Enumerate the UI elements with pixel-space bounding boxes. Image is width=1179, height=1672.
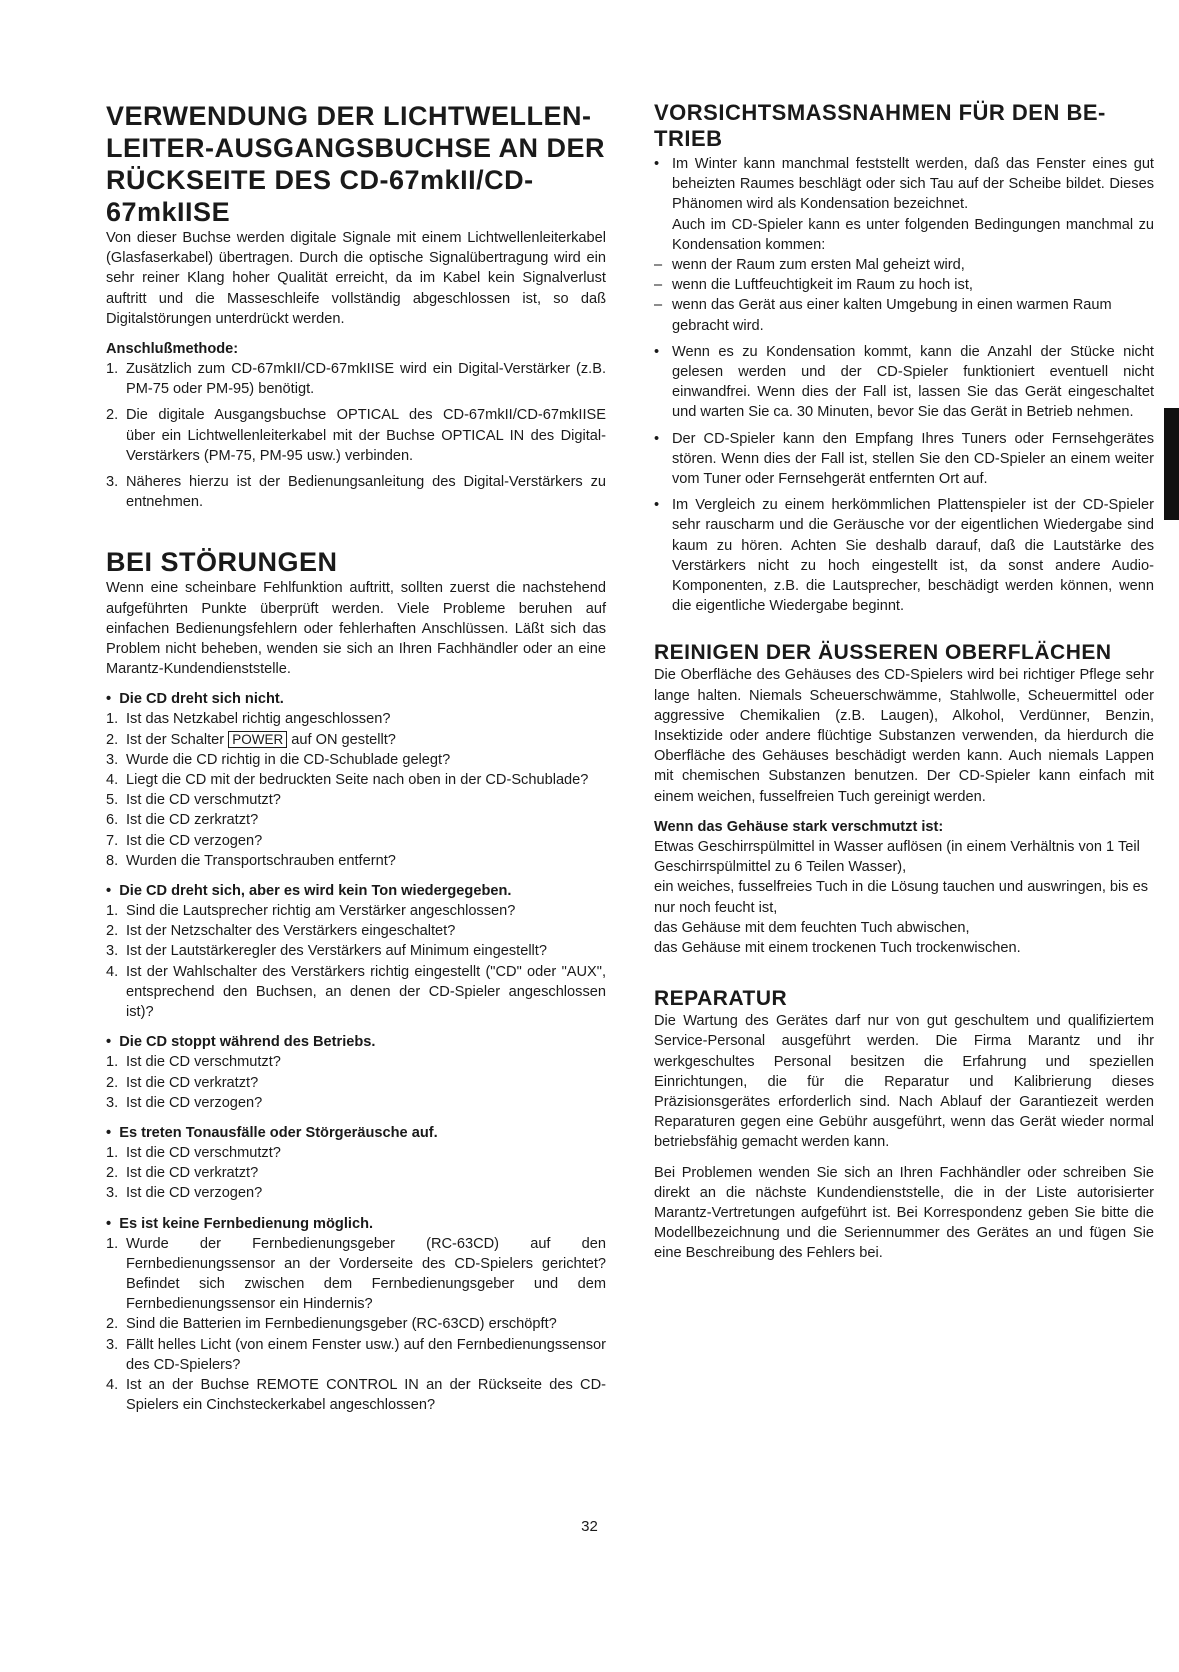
group-heading: • Es ist keine Fernbedienung möglich. [106, 1215, 374, 1232]
list-item: • Wenn es zu Kondensation kommt, kann die Anzahl der Stücke nicht gelesen werden und der CD-Spieler funktioniert eventuell nicht einwandfrei. Wenn dies der Fall ist, lassen Sie das Gerät eingeschaltet und warten Sie ca. 30 Minuten, bevor Sie das Gerät in Betrieb nehmen. [654, 343, 1154, 421]
list-item: 3. Wurde die CD richtig in die CD-Schublade gelegt? [106, 751, 451, 768]
list-item: 1. Zusätzlich zum CD-67mkII/CD-67mkIISE wird ein Digital-Verstärker (z.B. PM-75 oder PM-95) benötigt. [106, 361, 606, 398]
list-item: • Im Winter kann manchmal feststellt werden, daß das Fenster eines gut beheizten Raumes beschlägt oder sich Tau auf der Scheibe bildet. Dieses Phänomen wird als Kondensation bezeichnet. Auch im CD-Spieler kann es unter folgenden Bedingungen manchmal zu Kondensation kommen: [654, 156, 1154, 253]
repair-paragraph-1: Die Wartung des Gerätes darf nur von gut geschultem und qualifiziertem Service-Personal ausgeführt werden. Die Firma Marantz und ihr werkgeschultes Personal besitzen die Erfahrung und speziellen Einrichtungen, die für die Reparatur und Kalibrierung dieses Präzisionsgerätes erforderlich sind. Nach Ablauf der Garantiezeit werden Reparaturen gegen eine Gebühr ausgeführt, wenn das Gerät wieder normal betriebsfähig gemacht werden kann. [654, 1013, 1154, 1151]
group-heading: • Es treten Tonausfälle oder Störgeräusche auf. [106, 1124, 438, 1141]
list-item: 2. Ist die CD verkratzt? [106, 1165, 259, 1182]
list-item: – wenn die Luftfeuchtigkeit im Raum zu hoch ist, [654, 277, 973, 294]
list-item: 1. Ist das Netzkabel richtig angeschlossen? [106, 711, 391, 728]
group-heading: • Die CD dreht sich nicht. [106, 691, 284, 708]
section-title-repair: REPARATUR [654, 987, 788, 1011]
list-item: 1. Ist die CD verschmutzt? [106, 1144, 281, 1161]
check-list [106, 1052, 606, 1113]
list-item: 2. Ist der Netzschalter des Verstärkers eingeschaltet? [106, 923, 456, 940]
list-item: 3. Ist die CD verzogen? [106, 1094, 263, 1111]
cleaning-step: das Gehäuse mit einem trockenen Tuch trockenwischen. [654, 939, 1021, 956]
connection-steps [106, 359, 606, 512]
list-item: 1. Ist die CD verschmutzt? [106, 1054, 281, 1071]
section-repair [654, 986, 1154, 1263]
cleaning-step: Etwas Geschirrspülmittel in Wasser auflösen (in einem Verhältnis von 1 Teil Geschirrspülmittel zu 6 Teilen Wasser), [654, 838, 1140, 876]
list-item: 4. Ist an der Buchse REMOTE CONTROL IN an der Rückseite des CD-Spielers ein Cinchsteckerkabel angeschlossen? [106, 1376, 606, 1414]
section-optical-output [106, 100, 606, 512]
cleaning-step: das Gehäuse mit dem feuchten Tuch abwischen, [654, 919, 970, 936]
section-title-troubleshooting: BEI STÖRUNGEN [106, 547, 338, 578]
list-item: 3. Näheres hierzu ist der Bedienungsanleitung des Digital-Verstärkers zu entnehmen. [106, 474, 606, 511]
list-item: 1. Sind die Lautsprecher richtig am Verstärker angeschlossen? [106, 903, 516, 920]
list-item: • Der CD-Spieler kann den Empfang Ihres Tuners oder Fernsehgerätes stören. Wenn dies der Fall ist, stellen Sie den CD-Spieler an einem weiter vom Tuner oder Fernsehgerät entfernten Ort auf. [654, 430, 1154, 488]
list-item: 2. Ist der Schalter POWER auf ON gestellt? [106, 731, 396, 748]
section-title-cleaning: REINIGEN DER ÄUSSEREN OBERFLÄCHEN [654, 641, 1112, 665]
power-key-label: POWER [228, 731, 287, 748]
check-list [106, 901, 606, 1022]
check-list [106, 709, 606, 871]
list-item: 2. Die digitale Ausgangsbuchse OPTICAL des CD-67mkII/CD-67mkIISE über ein Lichtwellenleiterkabel mit der Buchse OPTICAL IN des Digital-Verstärkers (PM-75, PM-95 usw.) verbinden. [106, 407, 606, 464]
edge-index-tab [1164, 408, 1179, 520]
list-item: 2. Ist die CD verkratzt? [106, 1074, 259, 1091]
list-item: 3. Ist der Lautstärkeregler des Verstärkers auf Minimum eingestellt? [106, 943, 547, 960]
cleaning-step: ein weiches, fusselfreies Tuch in die Lösung tauchen und auswringen, bis es nur noch feucht ist, [654, 879, 1149, 916]
optical-intro: Von dieser Buchse werden digitale Signale mit einem Lichtwellenleiterkabel (Glasfaserkabel) übertragen. Durch die optische Signalübertragung wird ein sehr reiner Klang hoher Qualität erreicht, da im Kabel kein Signalverlust auftritt und die Masseschleife vollständig abgeschlossen ist, so daß Digitalstörungen unterdrückt werden. [106, 230, 606, 327]
list-item: 6. Ist die CD zerkratzt? [106, 812, 259, 829]
left-column [106, 100, 606, 1415]
list-item: 2. Sind die Batterien im Fernbedienungsgeber (RC-63CD) erschöpft? [106, 1316, 557, 1333]
check-list [106, 1234, 606, 1416]
section-troubleshooting [106, 546, 606, 1415]
connection-method-heading: Anschlußmethode: [106, 341, 239, 358]
section-title-optical: VERWENDUNG DER LICHTWELLEN- LEITER-AUSGANGSBUCHSE AN DER RÜCKSEITE DES CD-67mkII/CD- 67mkIISE [106, 101, 606, 227]
list-item: – wenn das Gerät aus einer kalten Umgebung in einen warmen Raum gebracht wird. [654, 297, 1112, 334]
list-item: 1. Wurde der Fernbedienungsgeber (RC-63CD) auf den Fernbedienungssensor an der Vorderseite des CD-Spielers gerichtet? Befindet sich zwischen dem Fernbedienungsgeber und dem Fernbedienungssensor ein Hindernis? [106, 1235, 606, 1313]
group-heading: • Die CD stoppt während des Betriebs. [106, 1034, 376, 1051]
list-item: • Im Vergleich zu einem herkömmlichen Plattenspieler ist der CD-Spieler sehr rauscharm und die Geräusche vor der eigentlichen Wiedergabe sind kaum zu hören. Achten Sie deshalb darauf, daß die Lautstärke des Verstärkers nicht zu hoch eingestellt ist, da sonst andere Audio-Komponenten, z.B. die Lautsprecher, beschädigt werden können, wenn die eigentliche Wiedergabe beginnt. [654, 497, 1154, 615]
list-item: 3. Ist die CD verzogen? [106, 1185, 263, 1202]
section-precautions [654, 100, 1154, 616]
list-item: 7. Ist die CD verzogen? [106, 832, 263, 849]
cleaning-subheading: Wenn das Gehäuse stark verschmutzt ist: [654, 818, 944, 835]
cleaning-intro: Die Oberfläche des Gehäuses des CD-Spielers wird bei richtiger Pflege sehr lange halten. Niemals Scheuerschwämme, Stahlwolle, Scheuermittel oder aggressive Chemikalien (z.B. Laugen), Alkohol, Verdünner, Benzin, Insektizide oder andere flüchtige Substanzen verwenden, da hierdurch die Oberfläche des Gehäuses beschädigt werden kann. Auch niemals Lappen mit chemischen Substanzen benutzen. Der CD-Spieler kann einfach mit einem weichen, fusselfreien Tuch gereinigt werden. [654, 667, 1154, 805]
section-cleaning [654, 640, 1154, 958]
group-heading: • Die CD dreht sich, aber es wird kein Ton wiedergegeben. [106, 883, 512, 900]
list-item: 4. Liegt die CD mit der bedruckten Seite nach oben in der CD-Schublade? [106, 772, 589, 789]
list-item: 3. Fällt helles Licht (von einem Fenster usw.) auf den Fernbedienungssensor des CD-Spielers? [106, 1336, 606, 1373]
cleaning-steps [654, 837, 1154, 958]
list-item: 4. Ist der Wahlschalter des Verstärkers richtig eingestellt ("CD" oder "AUX", entsprechend den Buchsen, an denen der CD-Spieler angeschlossen ist)? [106, 963, 606, 1021]
section-title-precautions: VORSICHTSMASSNAHMEN FÜR DEN BE- TRIEB [654, 100, 1106, 151]
repair-paragraph-2: Bei Problemen wenden Sie sich an Ihren Fachhändler oder schreiben Sie direkt an die nächste Kundendienststelle, die in der Liste autorisierter Marantz-Vertretungen aufgeführt ist. Bei Korrespondenz geben Sie bitte die Modellbezeichnung und die Seriennummer des Gerätes an und fügen Sie eine Beschreibung des Fehlers bei. [654, 1164, 1154, 1262]
precautions-list [654, 154, 1154, 255]
list-item: – wenn der Raum zum ersten Mal geheizt wird, [654, 257, 965, 274]
page-number: 32 [581, 1518, 598, 1535]
precautions-list [654, 342, 1154, 617]
list-item: 8. Wurden die Transportschrauben entfernt? [106, 852, 396, 869]
list-item: 5. Ist die CD verschmutzt? [106, 792, 281, 809]
condensation-conditions [654, 255, 1154, 336]
troubleshooting-intro: Wenn eine scheinbare Fehlfunktion auftritt, sollten zuerst die nachstehend aufgeführten Punkte überprüft werden. Viele Probleme beruhen auf einfachen Bedienungsfehlern oder fehlerhaften Anschlüssen. Läßt sich das Problem nicht beheben, wenden sie sich an Ihren Fachhändler oder an eine Marantz-Kundendienststelle. [106, 580, 606, 678]
right-column [654, 100, 1154, 1264]
check-list [106, 1143, 606, 1204]
